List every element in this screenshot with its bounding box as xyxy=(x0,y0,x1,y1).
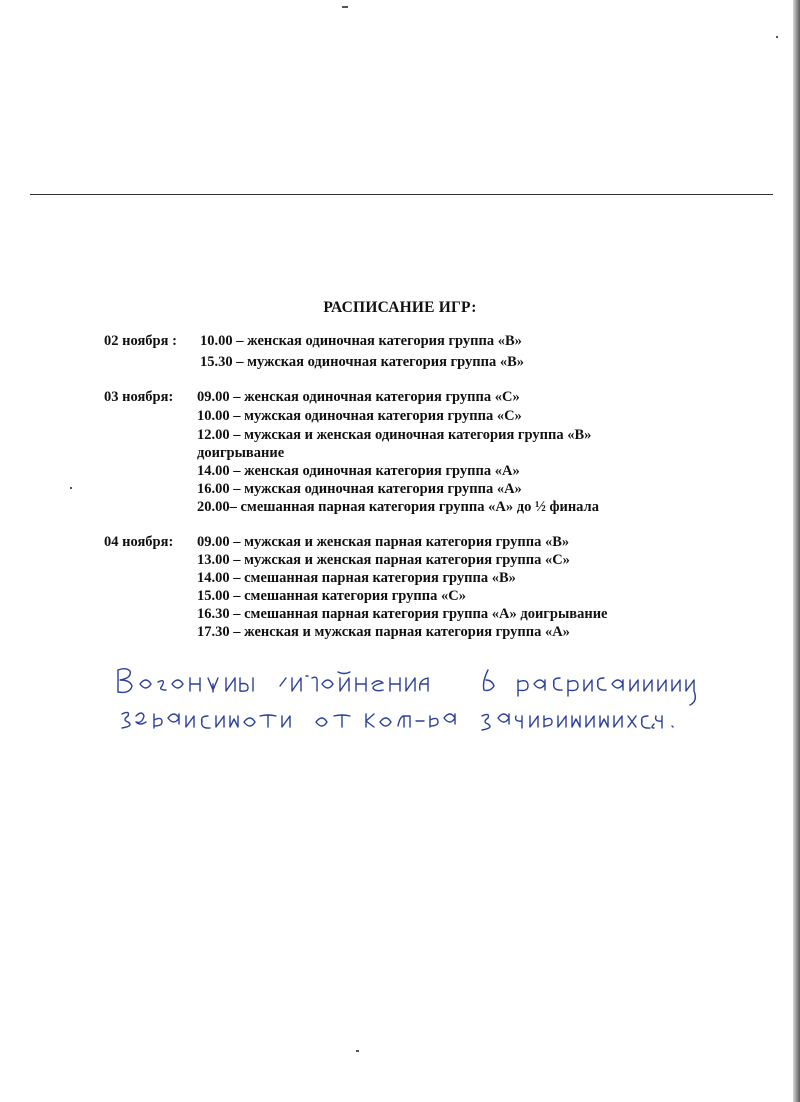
schedule-entry: 09.00 – женская одиночная категория группа «С» xyxy=(197,389,520,405)
schedule-entry: 14.00 – смешанная парная категория группа «В» xyxy=(197,570,516,586)
day-label-nov-03: 03 ноября: xyxy=(104,389,174,405)
schedule-entry: 09.00 – мужская и женская парная категория группа «В» xyxy=(197,534,570,550)
scan-edge xyxy=(793,0,800,1102)
schedule-entry: 12.00 – мужская и женская одиночная категория группа «В» xyxy=(197,427,592,443)
schedule-entry: 10.00 – женская одиночная категория группа «В» xyxy=(200,333,522,349)
scan-speck xyxy=(342,6,348,8)
schedule-entry: 15.00 – смешанная категория группа «С» xyxy=(197,588,466,604)
schedule-entry: 20.00– смешанная парная категория группа «А» до ½ финала xyxy=(197,499,599,515)
scan-speck xyxy=(356,1050,359,1052)
schedule-entry: доигрывание xyxy=(197,445,285,461)
handwriting-image xyxy=(110,662,730,742)
schedule-entry: 13.00 – мужская и женская парная категория группа «С» xyxy=(197,552,570,568)
schedule-entry: 16.00 – мужская одиночная категория группа «А» xyxy=(197,481,522,497)
scan-speck xyxy=(776,36,778,38)
scan-speck xyxy=(70,487,72,489)
day-label-nov-04: 04 ноября: xyxy=(104,534,174,550)
schedule-entry: 14.00 – женская одиночная категория группа «А» xyxy=(197,463,520,479)
schedule-entry: 15.30 – мужская одиночная категория группа «В» xyxy=(200,354,524,370)
day-label-nov-02: 02 ноября : xyxy=(104,333,177,349)
horizontal-divider xyxy=(30,194,773,195)
schedule-entry: 10.00 – мужская одиночная категория группа «С» xyxy=(197,408,522,424)
schedule-entry: 17.30 – женская и мужская парная категория группа «А» xyxy=(197,624,570,640)
schedule-entry: 16.30 – смешанная парная категория группа «А» доигрывание xyxy=(197,606,608,622)
handwritten-note xyxy=(110,662,730,742)
page-title: РАСПИСАНИЕ ИГР: xyxy=(323,299,477,316)
